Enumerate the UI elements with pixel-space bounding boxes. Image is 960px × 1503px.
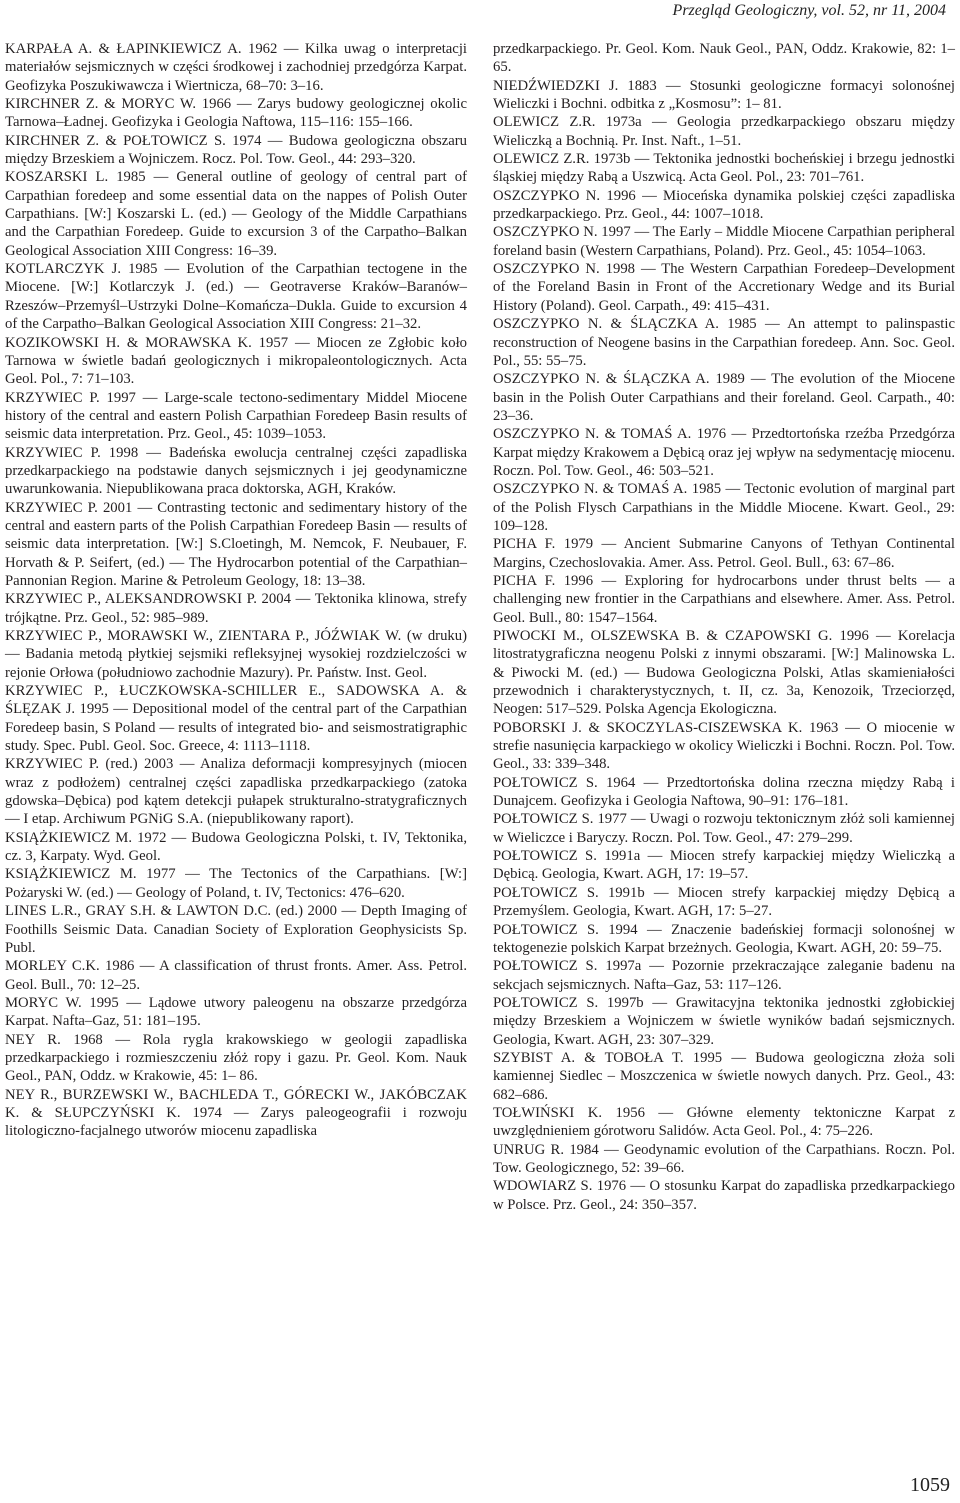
reference-entry: KOZIKOWSKI H. & MORAWSKA K. 1957 — Miocen ze Zgłobic koło Tarnowa w świetle badań geologicznych i mikropaleontologicznych. Acta Geol. Pol., 7: 71–103. [5,334,467,388]
reference-entry: OSZCZYPKO N. 1997 — The Early – Middle Miocene Carpathian peripheral foreland basin (Western Carpathians, Poland). Prz. Geol., 45: 1054–1063. [493,224,955,259]
journal-header: Przegląd Geologiczny, vol. 52, nr 11, 2004 [672,2,946,19]
reference-entry: KIRCHNER Z. & MORYC W. 1966 — Zarys budowy geologicznej okolic Tarnowa–Ładnej. Geofizyka i Geologia Naftowa, 115–116: 155–166. [5,96,467,131]
reference-entry: KRZYWIEC P. 1998 — Badeńska ewolucja centralnej części zapadliska przedkarpackiego na podstawie danych sejsmicznych i jej geodynamiczne uwarunkowania. Niepublikowana praca doktorska, AGH, Kraków. [5,444,467,498]
reference-entry: LINES L.R., GRAY S.H. & LAWTON D.C. (ed.) 2000 — Depth Imaging of Foothills Seismic Data. Canadian Society of Exploration Geophysicists Sp. Publ. [5,903,467,956]
reference-entry: POŁTOWICZ S. 1977 — Uwagi o rozwoju tektonicznym złóż soli kamiennej w Wieliczce i Baryczy. Roczn. Pol. Tow. Geol., 47: 279–299. [493,811,955,846]
reference-entry: KSIĄŻKIEWICZ M. 1977 — The Tectonics of the Carpathians. [W:] Pożaryski W. (ed.) — Geology of Poland, t. IV, Tectonics: 476–620. [5,866,467,901]
reference-entry: OSZCZYPKO N. & ŚLĄCZKA A. 1985 — An attempt to palinspastic reconstruction of Neogene basins in the Carpathian foredeep. Ann. Soc. Geol. Pol., 55: 55–75. [493,316,955,369]
reference-entry: POŁTOWICZ S. 1991a — Miocen strefy karpackiej między Wieliczką a Dębicą. Geologia, Kwart. AGH, 17: 19–57. [493,848,955,883]
references-left-column [5,40,467,1141]
reference-entry: POŁTOWICZ S. 1997a — Pozornie przekraczające zaleganie badenu na sekcjach sejsmicznych. Nafta–Gaz, 53: 117–126. [493,958,955,993]
reference-entry: przedkarpackiego. Pr. Geol. Kom. Nauk Geol., PAN, Oddz. Krakowie, 82: 1– 65. [493,41,955,76]
reference-entry: PIWOCKI M., OLSZEWSKA B. & CZAPOWSKI G. 1996 — Korelacja litostratygraficzna neogenu Polski z innymi obszarami. [W:] Malinowska L. & Piwocki M. (ed.) — Budowa Geologiczna Polski, Atlas skamieniałości przewodnich i charakterystycznych, t. II, cz. 3a, Kenozoik, Trzeciorzęd, Neogen: 517–529. Polska Agencja Ekologiczna. [493,628,955,718]
reference-entry: POŁTOWICZ S. 1991b — Miocen strefy karpackiej między Dębicą a Przemyślem. Geologia, Kwart. AGH, 17: 5–27. [493,884,955,920]
reference-entry: MORLEY C.K. 1986 — A classification of thrust fronts. Amer. Ass. Petrol. Geol. Bull., 70: 12–25. [5,958,467,993]
reference-entry: NEY R., BURZEWSKI W., BACHLEDA T., GÓRECKI W., JAKÓBCZAK K. & SŁUPCZYŃSKI K. 1974 — Zarys paleogeografii i rozwoju litologiczno-facjalnego utworów miocenu zapadliska [5,1086,467,1140]
reference-entry: NIEDŹWIEDZKI J. 1883 — Stosunki geologiczne formacyi solonośnej Wieliczki i Bochni. odbitka z „Kosmosu”: 1– 81. [493,77,955,113]
reference-entry: OLEWICZ Z.R. 1973b — Tektonika jednostki bocheńskiej i brzegu jednostki śląskiej między Rabą a Uszwicą. Acta Geol. Pol., 23: 701–761. [493,151,955,186]
reference-entry: PICHA F. 1996 — Exploring for hydrocarbons under thrust belts — a challenging new frontier in the Carpathians and elsewhere. Amer. Ass. Petrol. Geol. Bull., 80: 1547–1564. [493,572,955,626]
reference-entry: POŁTOWICZ S. 1994 — Znaczenie badeńskiej formacji solonośnej w tektogenezie polskich Karpat brzeżnych. Geologia, Kwart. AGH, 20: 59–75. [493,921,955,956]
reference-entry: OSZCZYPKO N. 1998 — The Western Carpathian Foredeep–Development of the Foreland Basin in Front of the Accretionary Wedge and its Burial History (Poland). Geol. Carpath., 49: 415–431. [493,261,955,314]
reference-entry: SZYBIST A. & TOBOŁA T. 1995 — Budowa geologiczna złoża soli kamiennej Siedlec – Moszczenica w świetle nowych danych. Prz. Geol., 43: 682–686. [493,1049,955,1103]
reference-entry: KRZYWIEC P., ALEKSANDROWSKI P. 2004 — Tektonika klinowa, strefy trójkątne. Prz. Geol., 52: 985–989. [5,591,467,626]
reference-entry: KRZYWIEC P. 2001 — Contrasting tectonic and sedimentary history of the central and eastern parts of the Polish Carpathian Foredeep Basin — results of seismic data interpretation. [W:] S.Cloetingh, M. Nemcok, F. Neubauer, F. Horvath & P. Seifert, (ed.) — The Hydrocarbon potential of the Carpathian–Pannonian Region. Marine & Petroleum Geology, 18: 13–38. [5,499,467,589]
reference-entry: KARPAŁA A. & ŁAPINKIEWICZ A. 1962 — Kilka uwag o interpretacji materiałów sejsmicznych w części środkowej i zachodniej przedgórza Karpat. Geofizyka Poszukiwawcza i Wiertnicza, 68–70: 3–16. [5,41,467,94]
reference-entry: KOSZARSKI L. 1985 — General outline of geology of central part of Carpathian foredeep and some essential data on the nappes of Polish Outer Carpathians. [W:] Koszarski L. (ed.) — Geology of the Middle Carpathians and the Carpathian Foredeep. Guide to excursion 3 of the Carpatho–Balkan Geological Association XIII Congress: 16–39. [5,169,467,259]
reference-entry: KRZYWIEC P. 1997 — Large-scale tectono-sedimentary Middel Miocene history of the central and eastern Polish Carpathian Foredeep Basin results of seismic data interpretation. Prz. Geol., 45: 1039–1053. [5,389,467,443]
reference-entry: KRZYWIEC P., MORAWSKI W., ZIENTARA P., JÓŹWIAK W. (w druku) — Badania metodą płytkiej sejsmiki refleksyjnej wysokiej rozdzielczości w rejonie Orłowa (południowo zachodnie Mazury). Pr. Państw. Inst. Geol. [5,628,467,681]
references-right-column [493,40,955,1214]
reference-entry: KIRCHNER Z. & POŁTOWICZ S. 1974 — Budowa geologiczna obszaru między Brzeskiem a Wojniczem. Rocz. Pol. Tow. Geol., 44: 293–320. [5,132,467,168]
reference-entry: KRZYWIEC P., ŁUCZKOWSKA-SCHILLER E., SADOWSKA A. & ŚLĘZAK J. 1995 — Depositional model of the central part of the Carpathian Foredeep basin, S Poland — results of integrated bio- and seismostratigraphic study. Spec. Publ. Geol. Soc. Greece, 4: 1113–1118. [5,683,467,755]
reference-entry: KRZYWIEC P. (red.) 2003 — Analiza deformacji kompresyjnych (miocen wraz z podłożem) centralnej części zapadliska przedkarpackiego (zatoka gdowska–Dębica) pod kątem detekcji pułapek strukturalno-stratygraficznych — I etap. Archiwum PGNiG S.A. (niepublikowany raport). [5,756,467,828]
reference-entry: OSZCZYPKO N. 1996 — Mioceńska dynamika polskiej części zapadliska przedkarpackiego. Prz. Geol., 44: 1007–1018. [493,187,955,223]
page-number: 1059 [910,1474,950,1496]
reference-entry: POŁTOWICZ S. 1997b — Grawitacyjna tektonika jednostki zgłobickiej między Brzeskiem a Wojniczem w świetle wyników badań sejsmicznych. Geologia, Kwart. AGH, 23: 307–329. [493,994,955,1048]
reference-entry: KOTLARCZYK J. 1985 — Evolution of the Carpathian tectogene in the Miocene. [W:] Kotlarczyk J. (ed.) — Geotraverse Kraków–Baranów–Rzeszów–Przemyśl–Ustrzyki Dolne–Komańcza–Dukla. Guide to excursion 4 of the Carpatho–Balkan Geological Association XIII Congress: 21–32. [5,261,467,333]
reference-entry: KSIĄŻKIEWICZ M. 1972 — Budowa Geologiczna Polski, t. IV, Tektonika, cz. 3, Karpaty. Wyd. Geol. [5,829,467,865]
reference-entry: OSZCZYPKO N. & ŚLĄCZKA A. 1989 — The evolution of the Miocene basin in the Polish Outer Carpathians and their foreland. Geol. Carpath., 40: 23–36. [493,371,955,424]
reference-entry: NEY R. 1968 — Rola rygla krakowskiego w geologii zapadliska przedkarpackiego i rozmieszczeniu złóż ropy i gazu. Pr. Geol. Kom. Nauk Geol., PAN, Oddz. w Krakowie, 45: 1– 86. [5,1031,467,1085]
reference-entry: TOŁWIŃSKI K. 1956 — Główne elementy tektoniczne Karpat z uwzględnieniem górotworu Salidów. Acta Geol. Pol., 4: 75–226. [493,1104,955,1140]
reference-entry: OSZCZYPKO N. & TOMAŚ A. 1976 — Przedtortońska rzeźba Przedgórza Karpat między Krakowem a Dębicą oraz jej wpływ na sedymentację miocenu. Roczn. Pol. Tow. Geol., 46: 503–521. [493,426,955,479]
reference-entry: UNRUG R. 1984 — Geodynamic evolution of the Carpathians. Roczn. Pol. Tow. Geologicznego, 52: 39–66. [493,1141,955,1176]
reference-entry: MORYC W. 1995 — Lądowe utwory paleogenu na obszarze przedgórza Karpat. Nafta–Gaz, 51: 181–195. [5,994,467,1030]
reference-entry: OLEWICZ Z.R. 1973a — Geologia przedkarpackiego obszaru między Wieliczką a Bochnią. Pr. Inst. Naft., 1–51. [493,114,955,149]
reference-entry: PICHA F. 1979 — Ancient Submarine Canyons of Tethyan Continental Margins, Czechoslovakia. Amer. Ass. Petrol. Geol. Bull., 63: 67–86. [493,536,955,571]
reference-entry: POŁTOWICZ S. 1964 — Przedtortońska dolina rzeczna między Rabą i Dunajcem. Geofizyka i Geologia Naftowa, 90–91: 176–181. [493,774,955,810]
reference-entry: OSZCZYPKO N. & TOMAŚ A. 1985 — Tectonic evolution of marginal part of the Polish Flysch Carpathians in the Middle Miocene. Kwart. Geol., 29: 109–128. [493,481,955,534]
reference-entry: POBORSKI J. & SKOCZYLAS-CISZEWSKA K. 1963 — O miocenie w strefie nasunięcia karpackiego w okolicy Wieliczki i Bochni. Roczn. Pol. Tow. Geol., 33: 339–348. [493,719,955,773]
reference-entry: WDOWIARZ S. 1976 — O stosunku Karpat do zapadliska przedkarpackiego w Polsce. Prz. Geol., 24: 350–357. [493,1178,955,1213]
